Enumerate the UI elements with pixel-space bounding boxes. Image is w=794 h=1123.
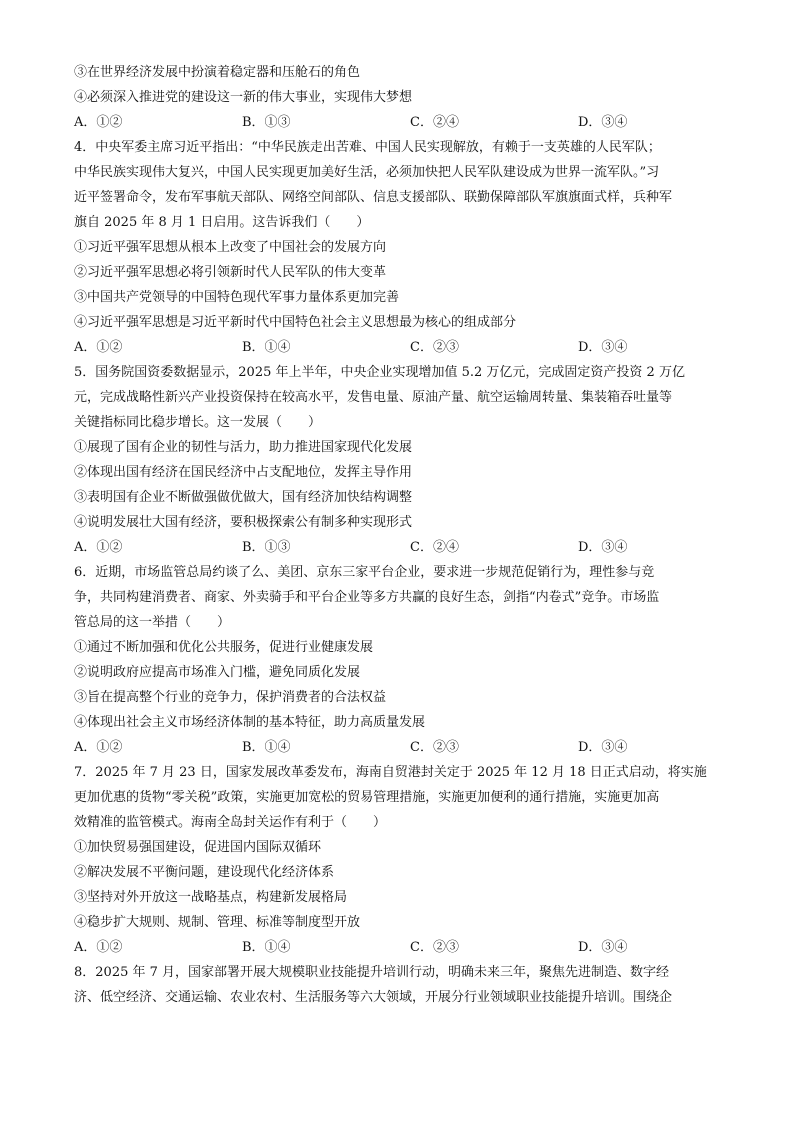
option-c: C．②③ bbox=[410, 740, 459, 755]
q7-item: ①加快贸易强国建设，促进国内国际双循环 bbox=[74, 840, 322, 855]
option-b: B．①③ bbox=[242, 540, 291, 555]
q6-item: ③旨在提高整个行业的竞争力，保护消费者的合法权益 bbox=[74, 690, 387, 705]
q7-item: ③坚持对外开放这一战略基点，构建新发展格局 bbox=[74, 890, 348, 905]
option-d: D．③④ bbox=[578, 740, 628, 755]
q4-stem-line: 旗自 2025 年 8 月 1 日启用。这告诉我们（ ） bbox=[74, 215, 370, 230]
q4-item: ④习近平强军思想是习近平新时代中国特色社会主义思想最为核心的组成部分 bbox=[74, 315, 517, 330]
q4-stem-line: 4．中央军委主席习近平指出：“中华民族走出苦难、中国人民实现解放，有赖于一支英雄的人民军队； bbox=[74, 140, 661, 155]
q7-item: ④稳步扩大规则、规制、管理、标准等制度型开放 bbox=[74, 915, 361, 930]
q4-stem-line: 近平签署命令，发布军事航天部队、网络空间部队、信息支援部队、联勤保障部队军旗旗面式样，兵种军 bbox=[74, 190, 673, 205]
option-c: C．②③ bbox=[410, 940, 459, 955]
q5-stem-line: 关键指标同比稳步增长。这一发展（ ） bbox=[74, 415, 322, 430]
option-b: B．①④ bbox=[242, 340, 291, 355]
q4-stem-line: 中华民族实现伟大复兴，中国人民实现更加美好生活，必须加快把人民军队建设成为世界一流军队。”习 bbox=[74, 165, 660, 180]
q7-stem-line: 更加优惠的货物“零关税”政策，实施更加宽松的贸易管理措施，实施更加便利的通行措施，实施更加高 bbox=[74, 790, 660, 805]
q4-item: ②习近平强军思想必将引领新时代人民军队的伟大变革 bbox=[74, 265, 387, 280]
q6-item: ④体现出社会主义市场经济体制的基本特征，助力高质量发展 bbox=[74, 715, 426, 730]
question-7 bbox=[74, 760, 720, 960]
q4-options bbox=[74, 335, 720, 360]
q5-item: ①展现了国有企业的韧性与活力，助力推进国家现代化发展 bbox=[74, 440, 413, 455]
q4-item: ③中国共产党领导的中国特色现代军事力量体系更加完善 bbox=[74, 290, 400, 305]
option-a: A．①② bbox=[74, 340, 123, 355]
q5-item: ④说明发展壮大国有经济，要积极探索公有制多种实现形式 bbox=[74, 515, 413, 530]
option-d: D．③④ bbox=[578, 115, 628, 130]
option-b: B．①③ bbox=[242, 115, 291, 130]
q5-stem-line: 5．国务院国资委数据显示，2025 年上半年，中央企业实现增加值 5.2 万亿元，完成固定资产投资 2 万亿 bbox=[74, 365, 685, 380]
option-a: A．①② bbox=[74, 115, 123, 130]
q3-options bbox=[74, 110, 720, 135]
option-a: A．①② bbox=[74, 940, 123, 955]
q7-item: ②解决发展不平衡问题，建设现代化经济体系 bbox=[74, 865, 335, 880]
option-a: A．①② bbox=[74, 740, 123, 755]
q6-options bbox=[74, 735, 720, 760]
option-d: D．③④ bbox=[578, 540, 628, 555]
q6-item: ②说明政府应提高市场准入门槛，避免同质化发展 bbox=[74, 665, 361, 680]
q4-item: ①习近平强军思想从根本上改变了中国社会的发展方向 bbox=[74, 240, 387, 255]
q7-options bbox=[74, 935, 720, 960]
q8-stem-line: 8．2025 年 7 月，国家部署开展大规模职业技能提升培训行动，明确未来三年，聚焦先进制造、数字经 bbox=[74, 965, 670, 980]
option-a: A．①② bbox=[74, 540, 123, 555]
q3-item-4: ④必须深入推进党的建设这一新的伟大事业，实现伟大梦想 bbox=[74, 90, 413, 105]
q3-item-3: ③在世界经济发展中扮演着稳定器和压舱石的角色 bbox=[74, 65, 361, 80]
option-d: D．③④ bbox=[578, 340, 628, 355]
question-3-tail bbox=[74, 60, 720, 135]
q5-stem-line: 元，完成战略性新兴产业投资保持在较高水平，发售电量、原油产量、航空运输周转量、集装箱吞吐量等 bbox=[74, 390, 673, 405]
question-5 bbox=[74, 360, 720, 560]
question-6 bbox=[74, 560, 720, 760]
option-c: C．②③ bbox=[410, 340, 459, 355]
q6-stem-line: 争，共同构建消费者、商家、外卖骑手和平台企业等多方共赢的良好生态，剑指“内卷式”竞争。市场监 bbox=[74, 590, 660, 605]
question-8 bbox=[74, 960, 720, 1010]
q5-item: ③表明国有企业不断做强做优做大，国有经济加快结构调整 bbox=[74, 490, 413, 505]
question-4 bbox=[74, 135, 720, 360]
option-b: B．①④ bbox=[242, 940, 291, 955]
exam-page bbox=[74, 60, 720, 1010]
option-b: B．①④ bbox=[242, 740, 291, 755]
q6-item: ①通过不断加强和优化公共服务，促进行业健康发展 bbox=[74, 640, 374, 655]
q5-item: ②体现出国有经济在国民经济中占支配地位，发挥主导作用 bbox=[74, 465, 413, 480]
q7-stem-line: 7．2025 年 7 月 23 日，国家发展改革委发布，海南自贸港封关定于 2025 年 12 月 18 日正式启动，将实施 bbox=[74, 765, 707, 780]
q6-stem-line: 管总局的这一举措（ ） bbox=[74, 615, 231, 630]
option-c: C．②④ bbox=[410, 540, 459, 555]
option-d: D．③④ bbox=[578, 940, 628, 955]
option-c: C．②④ bbox=[410, 115, 459, 130]
q7-stem-line: 效精准的监管模式。海南全岛封关运作有利于（ ） bbox=[74, 815, 387, 830]
q5-options bbox=[74, 535, 720, 560]
q8-stem-line: 济、低空经济、交通运输、农业农村、生活服务等六大领域，开展分行业领域职业技能提升培训。围绕企 bbox=[74, 990, 673, 1005]
q6-stem-line: 6．近期，市场监管总局约谈了么、美团、京东三家平台企业，要求进一步规范促销行为，理性参与竞 bbox=[74, 565, 655, 580]
